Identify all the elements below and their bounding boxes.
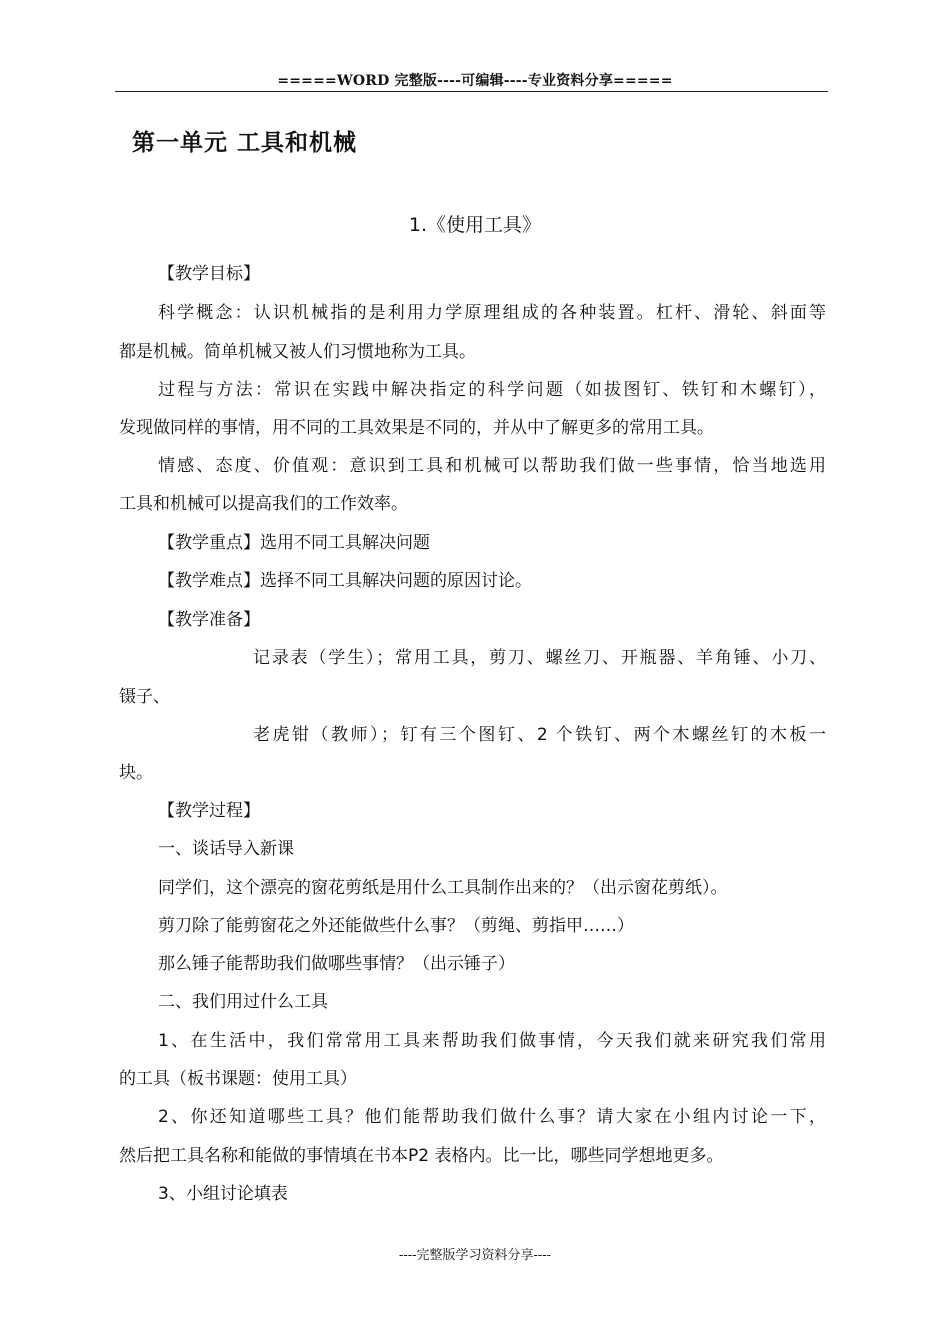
objectives-heading: 【教学目标】 <box>158 264 260 284</box>
section-2-heading: 二、我们用过什么工具 <box>158 992 328 1012</box>
header-divider <box>115 91 828 92</box>
page-header-banner: =====WORD 完整版----可编辑----专业资料分享===== <box>277 73 673 89</box>
question-2: 剪刀除了能剪窗花之外还能做些什么事？（剪绳、剪指甲……） <box>158 916 634 936</box>
unit-title: 第一单元 工具和机械 <box>132 130 358 156</box>
concept-line-1: 科学概念：认识机械指的是利用力学原理组成的各种装置。杠杆、滑轮、斜面等 <box>158 303 826 323</box>
process-line-2: 发现做同样的事情，用不同的工具效果是不同的，并从中了解更多的常用工具。 <box>119 418 714 438</box>
concept-line-2: 都是机械。简单机械又被人们习惯地称为工具。 <box>119 342 476 362</box>
prep-heading: 【教学准备】 <box>158 610 260 630</box>
prep-line-1: 记录表（学生）；常用工具，剪刀、螺丝刀、开瓶器、羊角锤、小刀、 <box>253 648 826 668</box>
emotion-line-2: 工具和机械可以提高我们的工作效率。 <box>119 494 408 514</box>
item-1-line-2: 的工具（板书课题：使用工具） <box>119 1069 357 1089</box>
item-2-line-2: 然后把工具名称和能做的事情填在书本P2 表格内。比一比，哪些同学想地更多。 <box>119 1146 724 1166</box>
section-1-heading: 一、谈话导入新课 <box>158 839 294 859</box>
lesson-title: 1.《使用工具》 <box>408 214 542 236</box>
item-3: 3、小组讨论填表 <box>158 1184 288 1204</box>
prep-line-2: 镊子、 <box>119 687 170 707</box>
question-3: 那么锤子能帮助我们做哪些事情？（出示锤子） <box>158 954 515 974</box>
prep-line-4: 块。 <box>119 763 153 783</box>
item-2-line-1: 2、你还知道哪些工具？他们能帮助我们做什么事？请大家在小组内讨论一下， <box>158 1107 826 1127</box>
question-1: 同学们，这个漂亮的窗花剪纸是用什么工具制作出来的？（出示窗花剪纸）。 <box>158 878 728 898</box>
process-line-1: 过程与方法：常识在实践中解决指定的科学问题（如拔图钉、铁钉和木螺钉）， <box>158 380 826 400</box>
item-1-line-1: 1、在生活中，我们常常用工具来帮助我们做事情，今天我们就来研究我们常用 <box>158 1031 826 1051</box>
emotion-line-1: 情感、态度、价值观：意识到工具和机械可以帮助我们做一些事情，恰当地选用 <box>158 456 826 476</box>
prep-line-3: 老虎钳（教师）；钉有三个图钉、2 个铁钉、两个木螺丝钉的木板一 <box>253 725 826 745</box>
process-heading: 【教学过程】 <box>158 801 260 821</box>
difficulty: 【教学难点】选择不同工具解决问题的原因讨论。 <box>158 571 532 591</box>
page-footer: ----完整版学习资料分享---- <box>398 1248 552 1263</box>
key-point: 【教学重点】选用不同工具解决问题 <box>158 533 430 553</box>
